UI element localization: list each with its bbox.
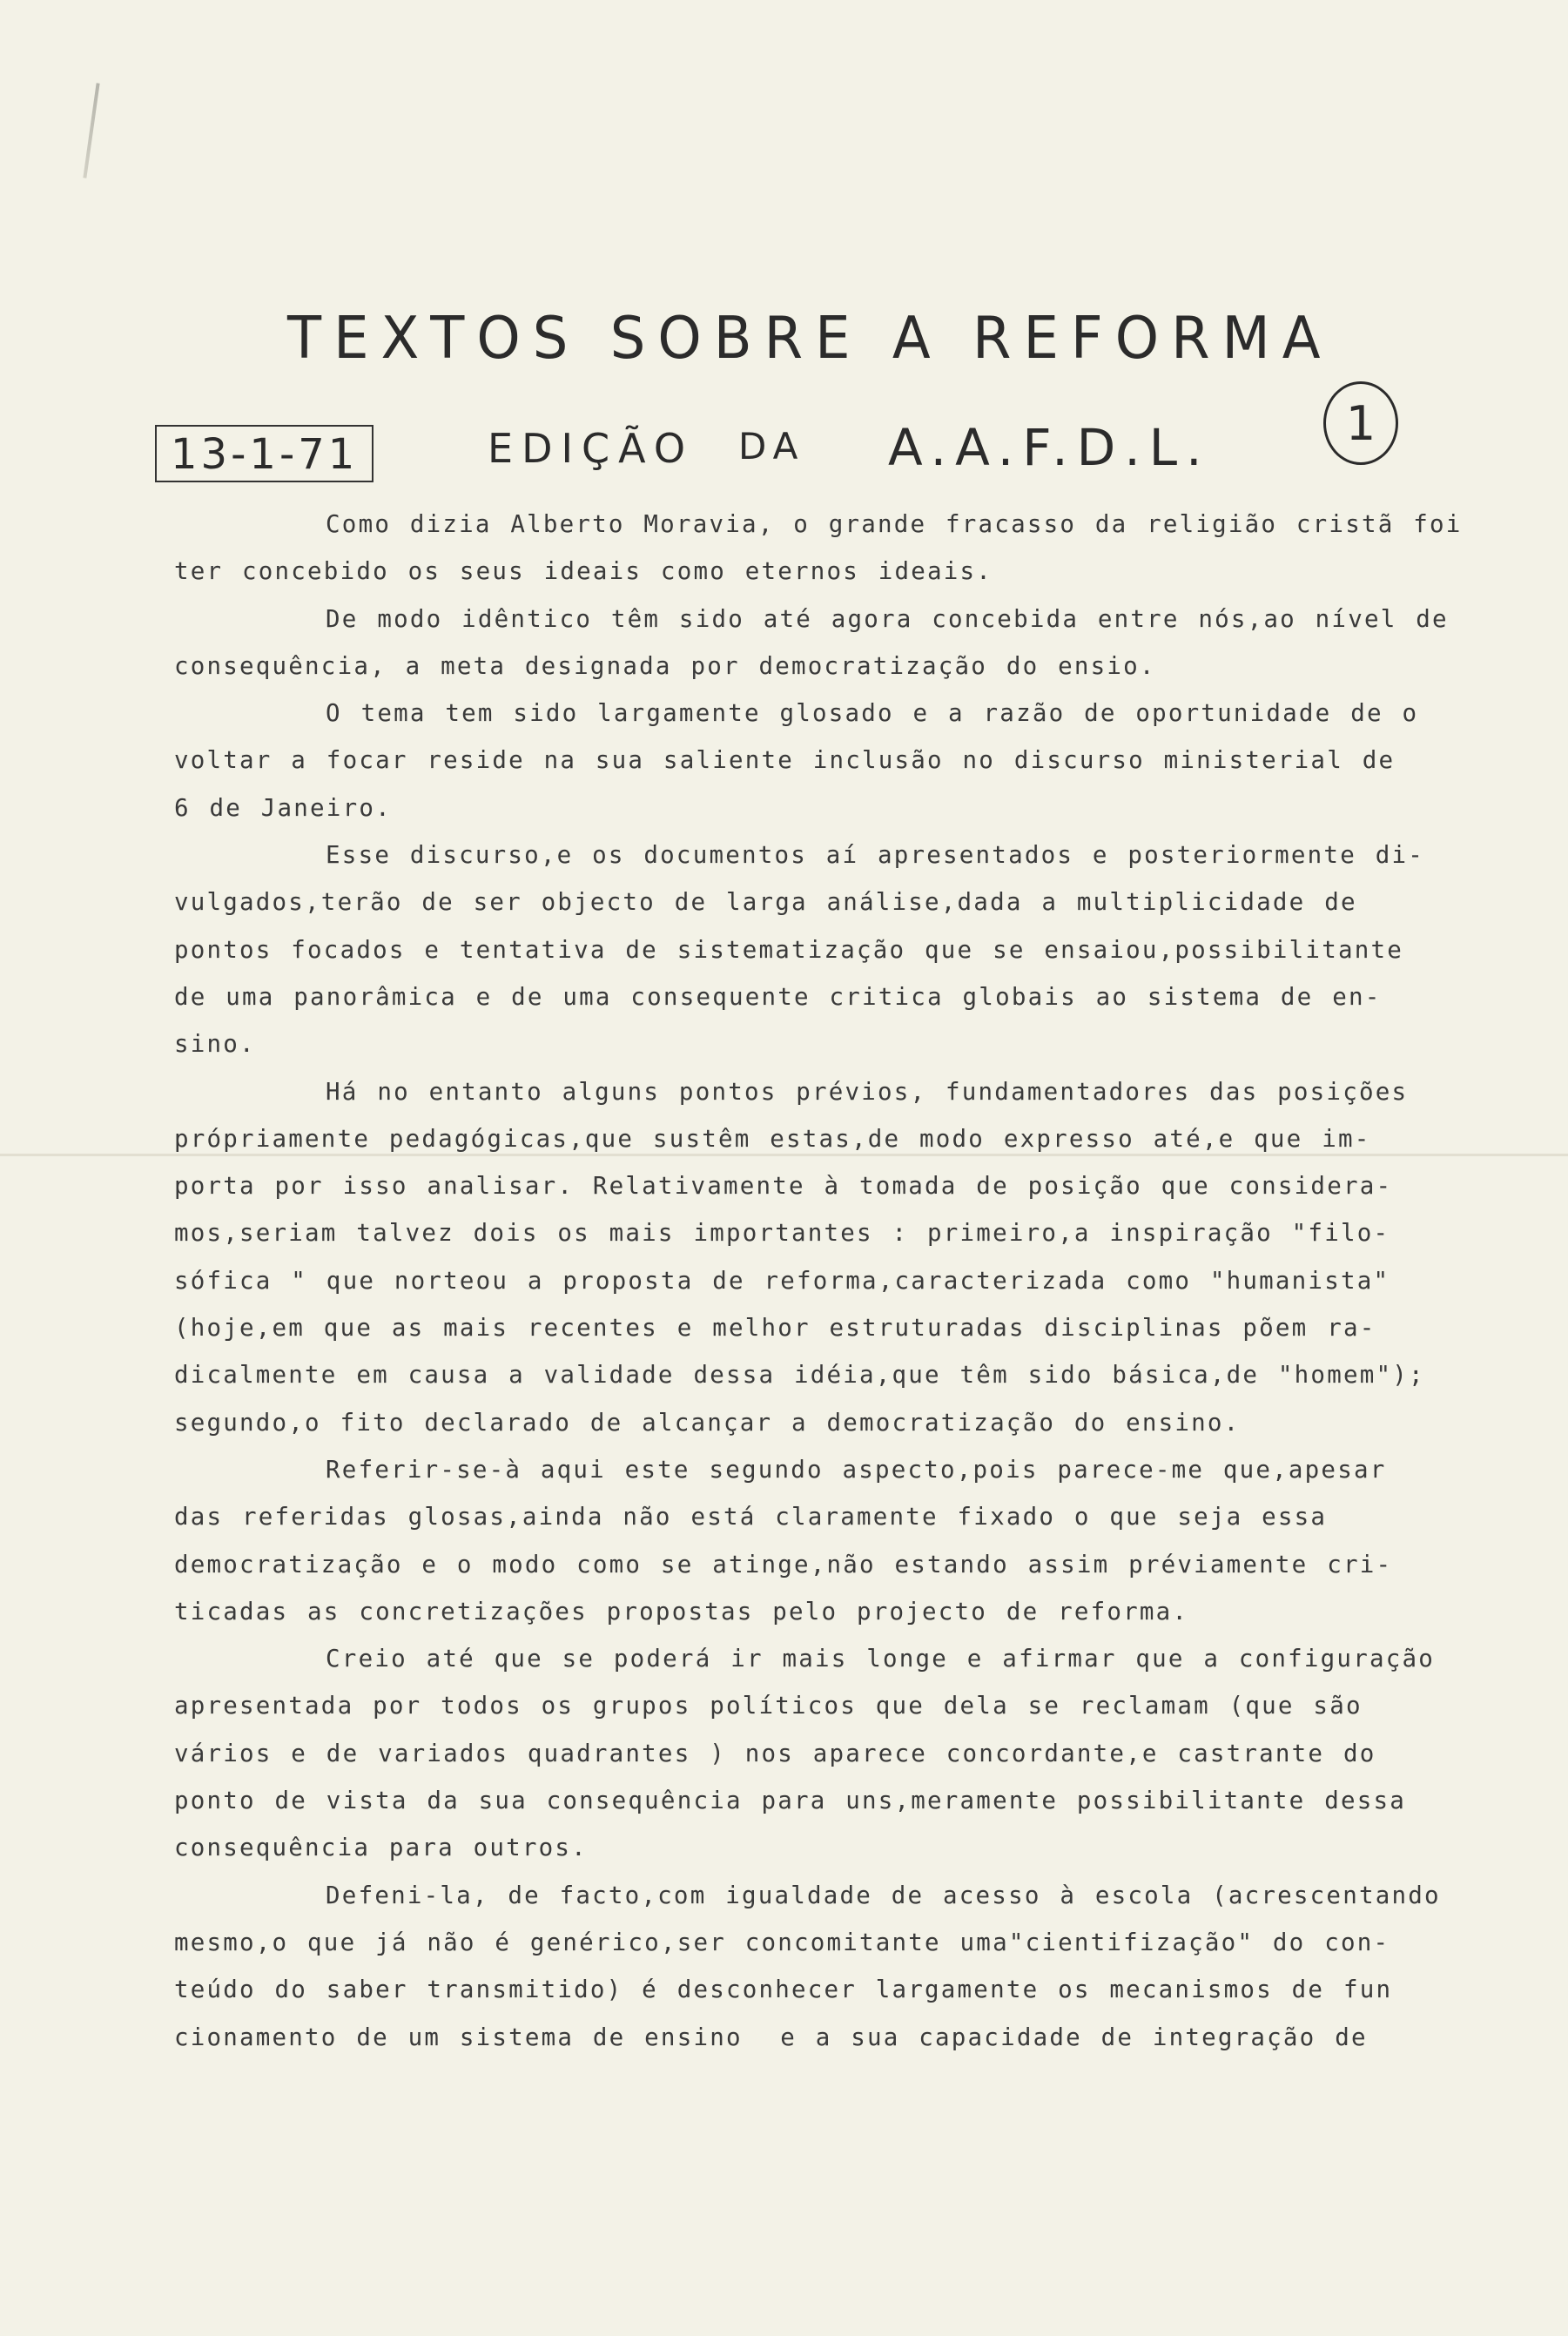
- text-line: ter concebido os seus ideais como eternos ideais.: [174, 557, 993, 586]
- text-line: segundo,o fito declarado de alcançar a democratização do ensino.: [174, 1408, 1241, 1437]
- text-line: vulgados,terão de ser objecto de larga análise,dada a multiplicidade de: [174, 888, 1357, 917]
- text-line: Defeni-la, de facto,com igualdade de acesso à escola (acrescentando: [174, 1881, 1441, 1909]
- text-line: apresentada por todos os grupos políticos que dela se reclamam (que são: [174, 1692, 1363, 1720]
- text-line: De modo idêntico têm sido até agora concebida entre nós,ao nível de: [174, 604, 1449, 633]
- text-line: Esse discurso,e os documentos aí apresentados e posteriormente di-: [174, 841, 1424, 870]
- handwritten-title: TEXTOS SOBRE A REFORMA: [287, 305, 1333, 373]
- text-line: dicalmente em causa a validade dessa idéia,que têm sido básica,de "homem");: [174, 1361, 1425, 1390]
- text-line: Creio até que se poderá ir mais longe e afirmar que a configuração: [174, 1645, 1435, 1673]
- text-line: sófica " que norteou a proposta de reforma,caracterizada como "humanista": [174, 1266, 1390, 1295]
- text-line: das referidas glosas,ainda não está claramente fixado o que seja essa: [174, 1503, 1328, 1532]
- text-line: Há no entanto alguns pontos prévios, fundamentadores das posições: [174, 1077, 1409, 1106]
- text-line: Referir-se-à aqui este segundo aspecto,pois parece-me que,apesar: [174, 1455, 1387, 1484]
- handwritten-da: DA: [738, 425, 805, 468]
- text-line: vários e de variados quadrantes ) nos aparece concordante,e castrante do: [174, 1739, 1376, 1767]
- text-line: democratização e o modo como se atinge,não estando assim préviamente cri-: [174, 1550, 1393, 1579]
- text-line: 6 de Janeiro.: [174, 793, 392, 822]
- text-line: mesmo,o que já não é genérico,ser concomitante uma"cientifização" do con-: [174, 1928, 1390, 1956]
- text-line: Como dizia Alberto Moravia, o grande fracasso da religião cristã foi: [174, 510, 1463, 538]
- handwritten-edicao: EDIÇÃO: [488, 425, 695, 472]
- page-number-circle: [1323, 381, 1398, 465]
- text-line: voltar a focar reside na sua saliente inclusão no discurso ministerial de: [174, 746, 1396, 775]
- text-line: consequência para outros.: [174, 1834, 588, 1862]
- text-line: teúdo do saber transmitido) é desconhecer largamente os mecanismos de fun: [174, 1976, 1393, 2004]
- page-number: 1: [1345, 395, 1376, 451]
- text-line: consequência, a meta designada por democratização do ensio.: [174, 651, 1156, 680]
- text-line: pontos focados e tentativa de sistematização que se ensaiou,possibilitante: [174, 935, 1403, 964]
- handwritten-publisher: A.A.F.D.L.: [888, 418, 1211, 477]
- text-line: ponto de vista da sua consequência para uns,meramente possibilitante dessa: [174, 1787, 1406, 1815]
- text-line: mos,seriam talvez dois os mais importantes : primeiro,a inspiração "filo-: [174, 1219, 1390, 1248]
- text-line: sino.: [174, 1030, 256, 1059]
- text-line: própriamente pedagógicas,que sustêm estas,de modo expresso até,e que im-: [174, 1124, 1371, 1153]
- handwritten-date: 13-1-71: [155, 425, 373, 482]
- text-line: (hoje,em que as mais recentes e melhor estruturadas disciplinas põem ra-: [174, 1314, 1376, 1343]
- text-line: de uma panorâmica e de uma consequente critica globais ao sistema de en-: [174, 982, 1382, 1011]
- text-line: ticadas as concretizações propostas pelo projecto de reforma.: [174, 1597, 1189, 1626]
- text-line: porta por isso analisar. Relativamente à tomada de posição que considera-: [174, 1172, 1393, 1201]
- pencil-mark: [83, 83, 99, 178]
- text-line: cionamento de um sistema de ensino e a sua capacidade de integração de: [174, 2023, 1368, 2051]
- text-line: O tema tem sido largamente glosado e a razão de oportunidade de o: [174, 699, 1419, 728]
- typewritten-body: [174, 501, 1480, 2061]
